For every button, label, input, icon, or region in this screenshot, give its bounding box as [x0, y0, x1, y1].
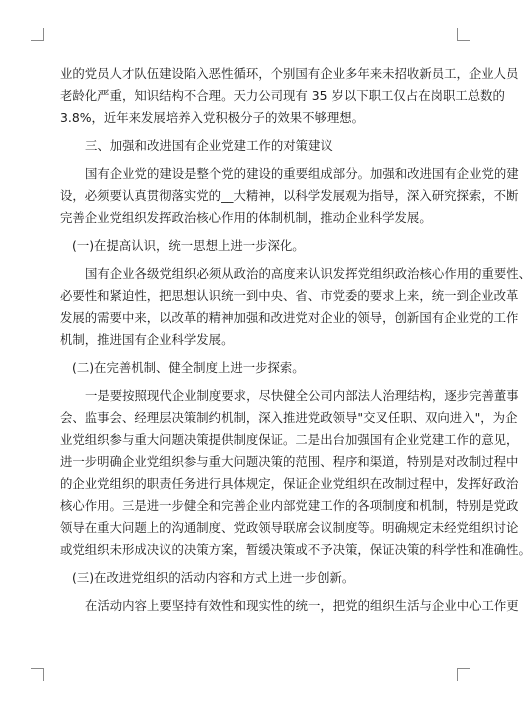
text-line: 发展的需要中来，以改革的精神加强和改进党对企业的领导，创新国有企业党的工作 [60, 310, 519, 325]
subsection-heading: (一)在提高认识，统一思想上进一步深化。 [72, 238, 305, 253]
text-line: 领导在重大问题上的沟通制度、党政领导联席会议制度等。明确规定未经党组织讨论 [60, 520, 519, 535]
text-line: 或党组织未形成决议的决策方案，暂缓决策或不予决策，保证决策的科学性和准确性。 [60, 542, 531, 557]
text-line: 国有企业各级党组织必须从政治的高度来认识发挥党组织政治核心作用的重要性、 [85, 266, 531, 281]
text-line: 核心作用。三是进一步健全和完善企业内部党建工作的各项制度和机制，特别是党政 [60, 498, 519, 513]
text-line: 必要性和紧迫性，把思想认识统一到中央、省、市党委的要求上来，统一到企业改革 [60, 288, 519, 303]
section-heading: 三、加强和改进国有企业党建工作的对策建议 [85, 138, 333, 153]
text-line: 进一步明确企业党组织参与重大问题决策的范围、程序和渠道，特别是对改制过程中 [60, 454, 519, 469]
crop-mark-top-left [31, 28, 44, 41]
crop-mark-bottom-right [457, 668, 470, 681]
text-line: 一是要按照现代企业制度要求，尽快健全公司内部法人治理结构，逐步完善董事 [85, 388, 519, 403]
text-line: 老龄化严重，知识结构不合理。天力公司现有 35 岁以下职工仅占在岗职工总数的 [60, 88, 505, 103]
text-line: 会、监事会、经理层决策制约机制，深入推进党政领导"交叉任职、双向进入"，为企 [60, 410, 518, 425]
text-line: 的企业党组织的职责任务进行具体规定，保证企业党组织在改制过程中，发挥好政治 [60, 476, 519, 491]
document-body [60, 63, 531, 617]
crop-mark-top-right [457, 28, 470, 41]
text-line: 完善企业党组织发挥政治核心作用的体制机制，推动企业科学发展。 [60, 210, 432, 225]
text-line: 在活动内容上要坚持有效性和现实性的统一，把党的组织生活与企业中心工作更 [85, 598, 519, 613]
subsection-heading: (二)在完善机制、健全制度上进一步探索。 [72, 360, 305, 375]
text-line: 机制，推进国有企业科学发展。 [60, 332, 234, 347]
text-line: 业党组织参与重大问题决策提供制度保证。二是出台加强国有企业党建工作的意见， [60, 432, 519, 447]
crop-mark-bottom-left [31, 668, 44, 681]
subsection-heading: (三)在改进党组织的活动内容和方式上进一步创新。 [72, 570, 355, 585]
text-line: 业的党员人才队伍建设陷入恶性循环，个别国有企业多年来未招收新员工，企业人员 [60, 66, 519, 81]
text-line: 设，必须要认真贯彻落实党的__大精神，以科学发展观为指导，深入研究探索，不断 [60, 188, 519, 203]
text-line: 国有企业党的建设是整个党的建设的重要组成部分。加强和改进国有企业党的建 [85, 166, 519, 181]
text-line: 3.8%，近年来发展培养入党积极分子的效果不够理想。 [60, 110, 365, 125]
